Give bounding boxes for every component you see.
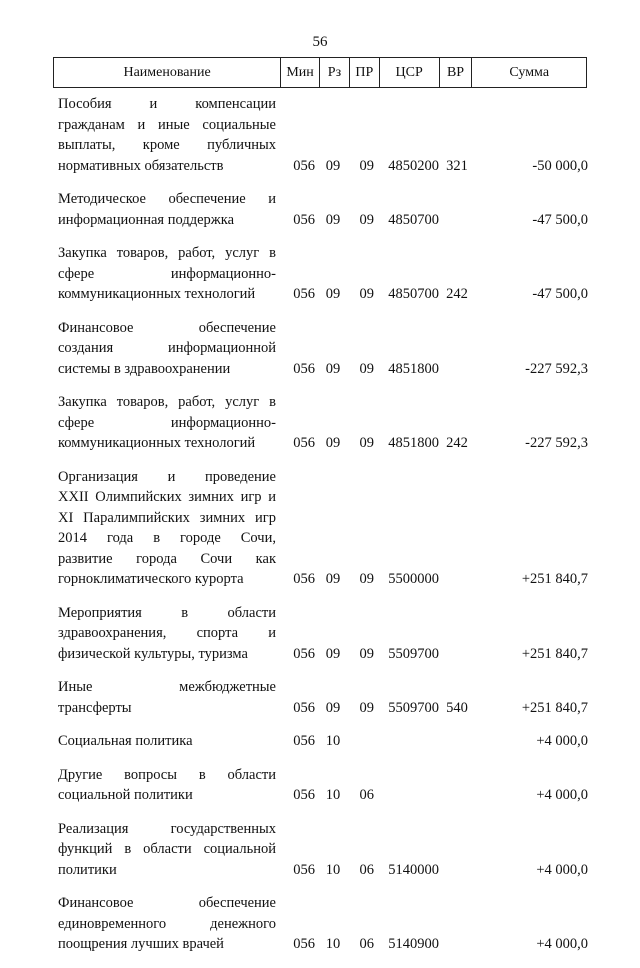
row-name-line: Социальная политика [58,733,193,749]
row-name-line: поощрения лучших врачей [58,936,224,952]
header-csr: ЦСР [380,58,440,87]
table-row [58,392,588,454]
row-min: 056 [293,645,315,662]
row-rz: 10 [325,733,341,749]
row-name-line: развитие города Сочи как [58,550,276,567]
row-pr: 06 [359,787,374,803]
row-csr: 5140000 [388,861,439,878]
row-name-line: Иные межбюджетные [58,679,276,695]
row-csr: 5509700 [388,645,439,662]
row-name-line: коммуникационных технологий [58,286,256,302]
table-row [58,189,588,230]
row-name [58,731,276,752]
table-body [58,94,588,968]
row-name-line: единовременного денежного [58,915,276,932]
row-sum: +4 000,0 [536,733,588,749]
row-csr: 5509700 [388,699,439,716]
row-pr: 09 [359,435,374,451]
row-min: 056 [293,787,315,803]
row-pr: 09 [359,360,374,377]
row-sum: +4 000,0 [536,936,588,952]
row-name-line: выплаты, кроме публичных [58,137,276,153]
row-sum: -227 592,3 [525,360,588,377]
row-name-line: гражданам и иные социальные [58,116,276,133]
row-name [58,243,276,305]
row-csr: 4851800 [388,435,439,451]
row-rz: 09 [325,360,341,377]
row-vr: 540 [446,699,468,716]
row-vr: 242 [446,286,468,302]
row-csr: 4850700 [388,211,439,228]
row-pr: 09 [359,699,374,716]
row-name-line: горноклиматического курорта [58,571,244,587]
row-sum: -47 500,0 [532,211,588,228]
row-sum: -50 000,0 [532,157,588,174]
row-min: 056 [293,733,315,749]
row-vr: 242 [446,435,468,451]
row-name-line: системы в здравоохранении [58,360,231,377]
row-pr: 09 [359,157,374,174]
table-row [58,603,588,665]
row-name [58,392,276,454]
row-csr: 4851800 [388,360,439,377]
table-row [58,765,588,806]
row-csr: 4850700 [388,286,439,302]
row-pr: 09 [359,286,374,302]
row-sum: +4 000,0 [536,787,588,803]
row-rz: 09 [325,435,341,451]
row-name-line: сфере информационно- [58,265,276,282]
table-row [58,731,588,752]
row-name-line: нормативных обязательств [58,157,224,174]
table-row [58,819,588,881]
row-min: 056 [293,157,315,174]
row-rz: 09 [325,211,341,228]
table-row [58,467,588,590]
row-name-line: Финансовое обеспечение [58,319,276,336]
row-name [58,467,276,590]
header-rz: Рз [320,58,350,87]
row-pr: 06 [359,861,374,878]
header-pr: ПР [350,58,380,87]
row-name-line: трансферты [58,699,132,716]
row-name [58,893,276,955]
row-name-line: Методическое обеспечение и [58,191,276,207]
row-name-line: XI Паралимпийских зимних игр [58,509,276,526]
row-min: 056 [293,861,315,878]
row-name-line: создания информационной [58,340,276,356]
table-row [58,94,588,176]
row-name-line: информационная поддержка [58,211,235,228]
row-min: 056 [293,211,315,228]
row-name [58,603,276,665]
row-name-line: 2014 года в городе Сочи, [58,530,276,546]
row-name-line: Другие вопросы в области [58,766,276,783]
row-name [58,94,276,176]
row-name-line: политики [58,861,117,878]
row-csr: 4850200 [388,157,439,174]
row-sum: -47 500,0 [532,286,588,302]
row-name [58,189,276,230]
row-name-line: Финансовое обеспечение [58,895,276,911]
table-row [58,893,588,955]
row-name-line: социальной политики [58,787,193,803]
row-sum: +251 840,7 [521,571,588,587]
header-min: Мин [281,58,320,87]
row-min: 056 [293,936,315,952]
row-sum: -227 592,3 [525,435,588,451]
row-name-line: Организация и проведение [58,468,276,485]
row-name-line: функций в области социальной [58,841,276,857]
row-name [58,677,276,718]
header-vr: ВР [440,58,473,87]
row-name [58,819,276,881]
row-name [58,318,276,380]
table-row [58,243,588,305]
header-name: Наименование [54,58,281,87]
row-sum: +4 000,0 [536,861,588,878]
row-name-line: Мероприятия в области [58,604,276,621]
row-pr: 09 [359,571,374,587]
row-rz: 09 [325,645,341,662]
row-rz: 09 [325,286,341,302]
page-number: 56 [312,34,328,50]
row-rz: 09 [325,699,341,716]
table-row [58,677,588,718]
row-sum: +251 840,7 [521,699,588,716]
row-rz: 10 [325,861,341,878]
row-name-line: коммуникационных технологий [58,435,256,451]
row-min: 056 [293,286,315,302]
row-name-line: сфере информационно- [58,414,276,431]
row-name [58,765,276,806]
row-sum: +251 840,7 [521,645,588,662]
row-min: 056 [293,435,315,451]
row-name-line: Закупка товаров, работ, услуг в [58,394,276,410]
table-header [53,57,587,88]
row-csr: 5140900 [388,936,439,952]
row-name-line: здравоохранения, спорта и [58,625,276,641]
row-pr: 06 [359,936,374,952]
row-name-line: физической культуры, туризма [58,645,248,662]
row-name-line: Закупка товаров, работ, услуг в [58,245,276,261]
row-pr: 09 [359,211,374,228]
table-row [58,318,588,380]
row-name-line: Реализация государственных [58,820,276,837]
row-min: 056 [293,360,315,377]
row-vr: 321 [446,157,468,174]
row-rz: 10 [325,936,341,952]
row-name-line: Пособия и компенсации [58,96,276,112]
row-rz: 09 [325,571,341,587]
row-min: 056 [293,699,315,716]
header-sum: Сумма [509,64,550,80]
row-rz: 10 [325,787,341,803]
row-pr: 09 [359,645,374,662]
row-min: 056 [293,571,315,587]
row-csr: 5500000 [388,571,439,587]
row-name-line: XXII Олимпийских зимних игр и [58,489,276,505]
row-rz: 09 [325,157,341,174]
